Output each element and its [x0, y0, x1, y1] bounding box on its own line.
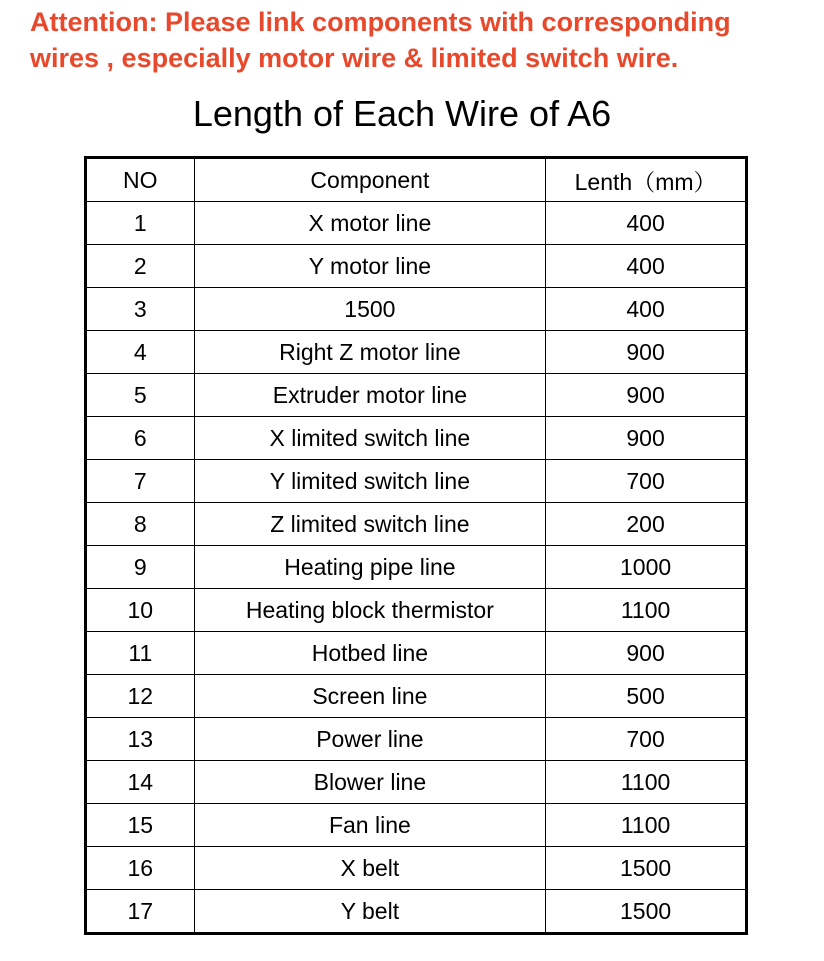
cell-no: 13 — [86, 718, 195, 761]
cell-component: Right Z motor line — [194, 331, 546, 374]
table-row — [86, 761, 747, 804]
attention-notice — [30, 4, 820, 76]
table-row — [86, 503, 747, 546]
cell-no: 6 — [86, 417, 195, 460]
cell-length: 500 — [546, 675, 747, 718]
cell-no: 2 — [86, 245, 195, 288]
cell-component: X motor line — [194, 202, 546, 245]
cell-no: 4 — [86, 331, 195, 374]
cell-component: Z limited switch line — [194, 503, 546, 546]
cell-no: 14 — [86, 761, 195, 804]
cell-no: 17 — [86, 890, 195, 934]
table-row — [86, 890, 747, 934]
table-row — [86, 374, 747, 417]
header-length: Lenth（mm） — [546, 158, 747, 202]
cell-no: 8 — [86, 503, 195, 546]
cell-length: 900 — [546, 632, 747, 675]
cell-length: 1000 — [546, 546, 747, 589]
cell-component: Y limited switch line — [194, 460, 546, 503]
table-body — [86, 202, 747, 934]
cell-component: Hotbed line — [194, 632, 546, 675]
table-row — [86, 202, 747, 245]
cell-no: 15 — [86, 804, 195, 847]
cell-length: 1500 — [546, 890, 747, 934]
table-row — [86, 288, 747, 331]
cell-length: 1500 — [546, 847, 747, 890]
table-header-row — [86, 158, 747, 202]
table-row — [86, 675, 747, 718]
cell-length: 900 — [546, 331, 747, 374]
cell-component: Fan line — [194, 804, 546, 847]
cell-component: X belt — [194, 847, 546, 890]
cell-length: 400 — [546, 245, 747, 288]
cell-no: 7 — [86, 460, 195, 503]
cell-length: 200 — [546, 503, 747, 546]
cell-component: Blower line — [194, 761, 546, 804]
table-row — [86, 847, 747, 890]
table-row — [86, 804, 747, 847]
table-row — [86, 632, 747, 675]
cell-component: Y motor line — [194, 245, 546, 288]
attention-line-1: Attention: Please link components with corresponding — [30, 7, 731, 37]
page-title: Length of Each Wire of A6 — [192, 93, 612, 134]
cell-length: 400 — [546, 288, 747, 331]
cell-component: Heating pipe line — [194, 546, 546, 589]
cell-length: 900 — [546, 417, 747, 460]
wire-length-table — [84, 156, 748, 935]
cell-length: 700 — [546, 460, 747, 503]
cell-component: Power line — [194, 718, 546, 761]
header-no: NO — [86, 158, 195, 202]
table-row — [86, 546, 747, 589]
cell-length: 1100 — [546, 804, 747, 847]
cell-no: 16 — [86, 847, 195, 890]
cell-no: 5 — [86, 374, 195, 417]
attention-line-2: wires , especially motor wire & limited switch wire. — [30, 43, 679, 73]
cell-component: Heating block thermistor — [194, 589, 546, 632]
cell-length: 1100 — [546, 761, 747, 804]
cell-length: 400 — [546, 202, 747, 245]
cell-no: 11 — [86, 632, 195, 675]
cell-component: X limited switch line — [194, 417, 546, 460]
cell-no: 10 — [86, 589, 195, 632]
cell-component: Screen line — [194, 675, 546, 718]
cell-no: 12 — [86, 675, 195, 718]
cell-length: 700 — [546, 718, 747, 761]
table-row — [86, 460, 747, 503]
cell-component: Y belt — [194, 890, 546, 934]
cell-no: 9 — [86, 546, 195, 589]
cell-no: 3 — [86, 288, 195, 331]
table-row — [86, 417, 747, 460]
cell-length: 1100 — [546, 589, 747, 632]
cell-component: 1500 — [194, 288, 546, 331]
cell-component: Extruder motor line — [194, 374, 546, 417]
cell-length: 900 — [546, 374, 747, 417]
table-row — [86, 331, 747, 374]
cell-no: 1 — [86, 202, 195, 245]
table-row — [86, 589, 747, 632]
table-row — [86, 245, 747, 288]
header-component: Component — [194, 158, 546, 202]
table-row — [86, 718, 747, 761]
